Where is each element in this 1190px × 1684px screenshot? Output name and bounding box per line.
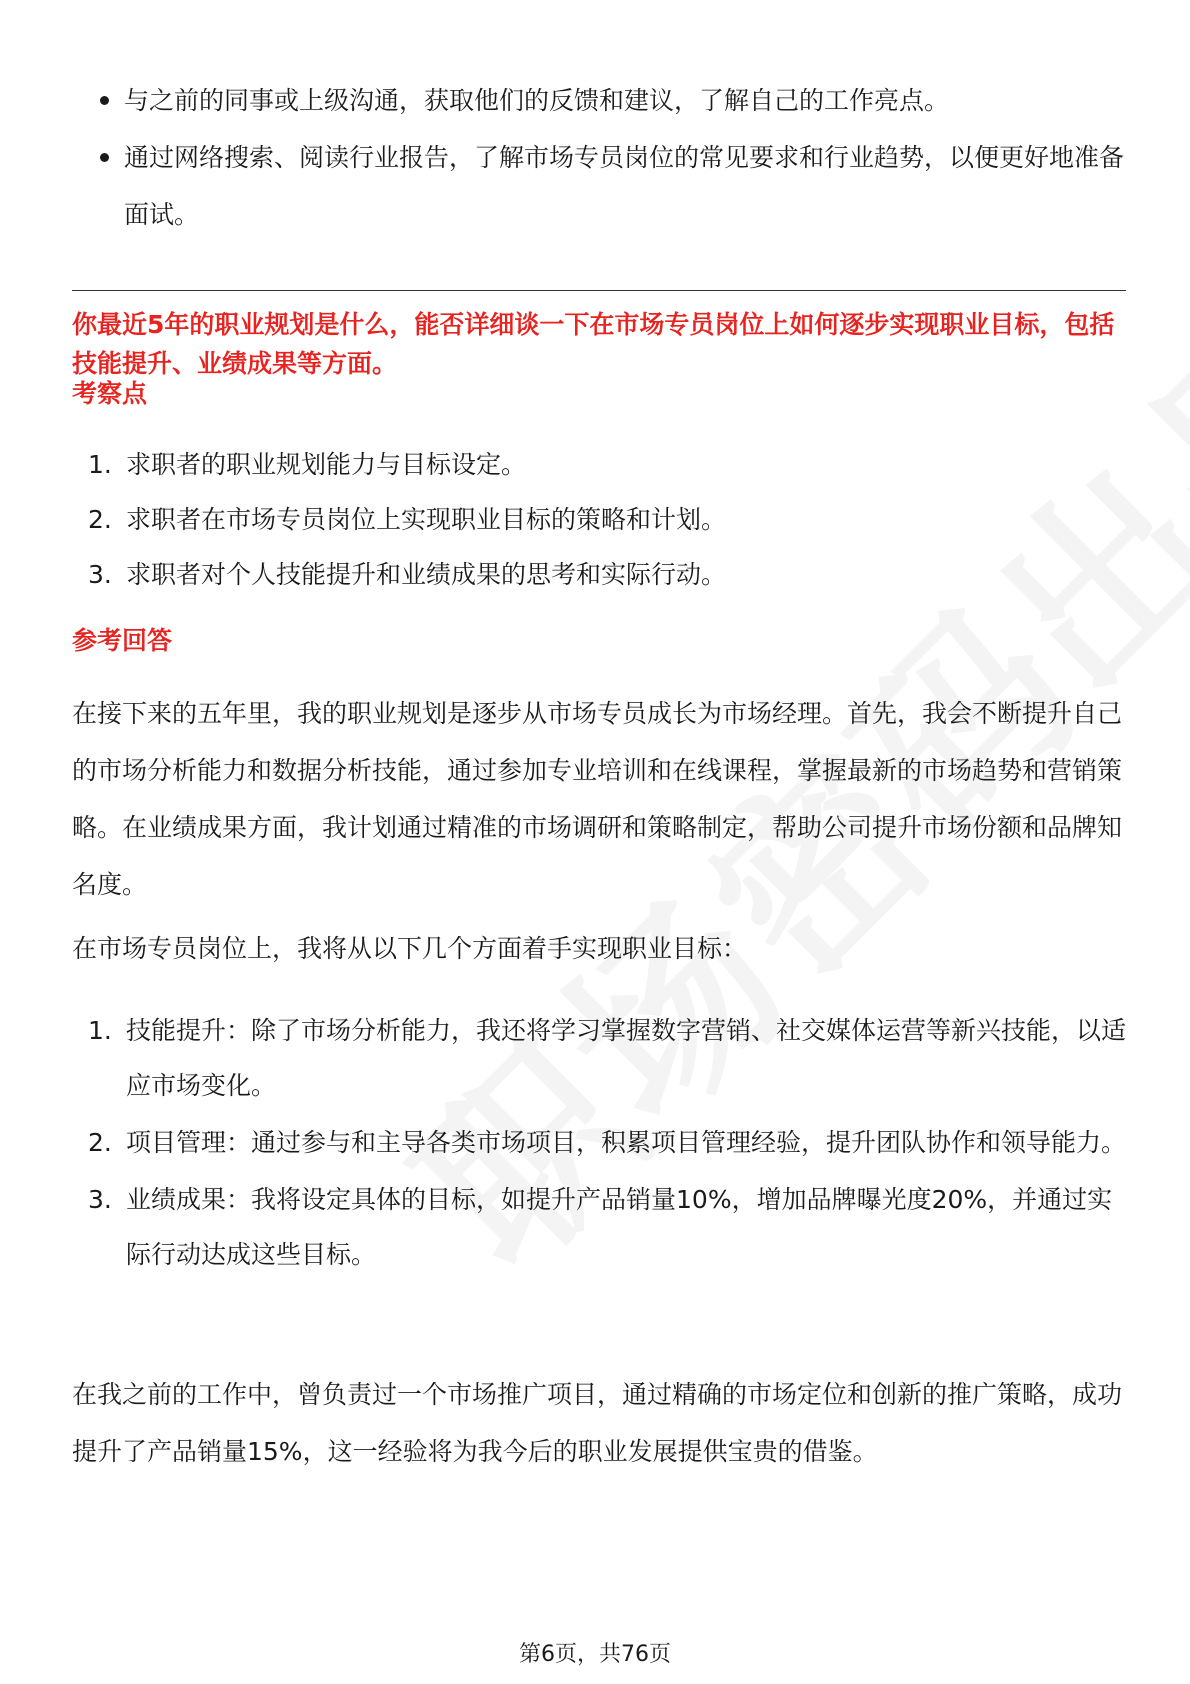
list-number: 3. [88,1185,112,1214]
answer-title: 参考回答 [72,626,173,655]
list-item-text: 求职者的职业规划能力与目标设定。 [126,450,527,479]
list-item-text: 项目管理：通过参与和主导各类市场项目，积累项目管理经验，提升团队协作和领导能力。 [126,1128,1127,1157]
bullet-icon [100,153,109,162]
answer-paragraph-1: 在接下来的五年里，我的职业规划是逐步从市场专员成长为市场经理。首先，我会不断提升自己的市场分析能力和数据分析技能，通过参加专业培训和在线课程，掌握最新的市场趋势和营销策略。在业绩成果方面，我计划通过精准的市场调研和策略制定，帮助公司提升市场份额和品牌知名度。 [72,699,1123,899]
divider [72,290,1126,291]
list-item-text: 技能提升：除了市场分析能力，我还将学习掌握数字营销、社交媒体运营等新兴技能，以适应市场变化。 [126,1016,1127,1100]
top-bullet-list [100,72,1124,243]
list-number: 1. [88,450,112,479]
list-item [72,1172,1126,1282]
list-number: 3. [88,560,112,589]
list-item-text: 通过网络搜索、阅读行业报告，了解市场专员岗位的常见要求和行业趋势，以便更好地准备面试。 [124,143,1125,229]
answer-paragraph-2: 在市场专员岗位上，我将从以下几个方面着手实现职业目标： [72,934,748,963]
list-item-text: 求职者在市场专员岗位上实现职业目标的策略和计划。 [126,505,727,534]
list-item [72,1115,1126,1170]
list-item [72,492,1126,547]
list-item [100,72,1124,129]
answer-list [72,1003,1126,1282]
list-item [72,547,1126,602]
list-item-text: 与之前的同事或上级沟通，获取他们的反馈和建议，了解自己的工作亮点。 [124,86,950,115]
list-item-text: 业绩成果：我将设定具体的目标，如提升产品销量10%，增加品牌曝光度20%，并通过实际行动达成这些目标。 [126,1185,1113,1269]
list-item [72,1003,1126,1113]
list-item-text: 求职者对个人技能提升和业绩成果的思考和实际行动。 [126,560,727,589]
list-number: 2. [88,1128,112,1157]
page-footer: 第6页，共76页 [519,1642,671,1667]
assessment-title: 考察点 [72,379,148,408]
list-number: 2. [88,505,112,534]
assessment-list [72,437,1126,602]
list-item [100,129,1124,243]
answer-paragraph-3: 在我之前的工作中，曾负责过一个市场推广项目，通过精确的市场定位和创新的推广策略，成功提升了产品销量15%，这一经验将为我今后的职业发展提供宝贵的借鉴。 [72,1380,1123,1466]
question-heading: 你最近5年的职业规划是什么，能否详细谈一下在市场专员岗位上如何逐步实现职业目标，包括技能提升、业绩成果等方面。 [72,310,1115,378]
list-item [72,437,1126,492]
list-number: 1. [88,1016,112,1045]
bullet-icon [100,96,109,105]
